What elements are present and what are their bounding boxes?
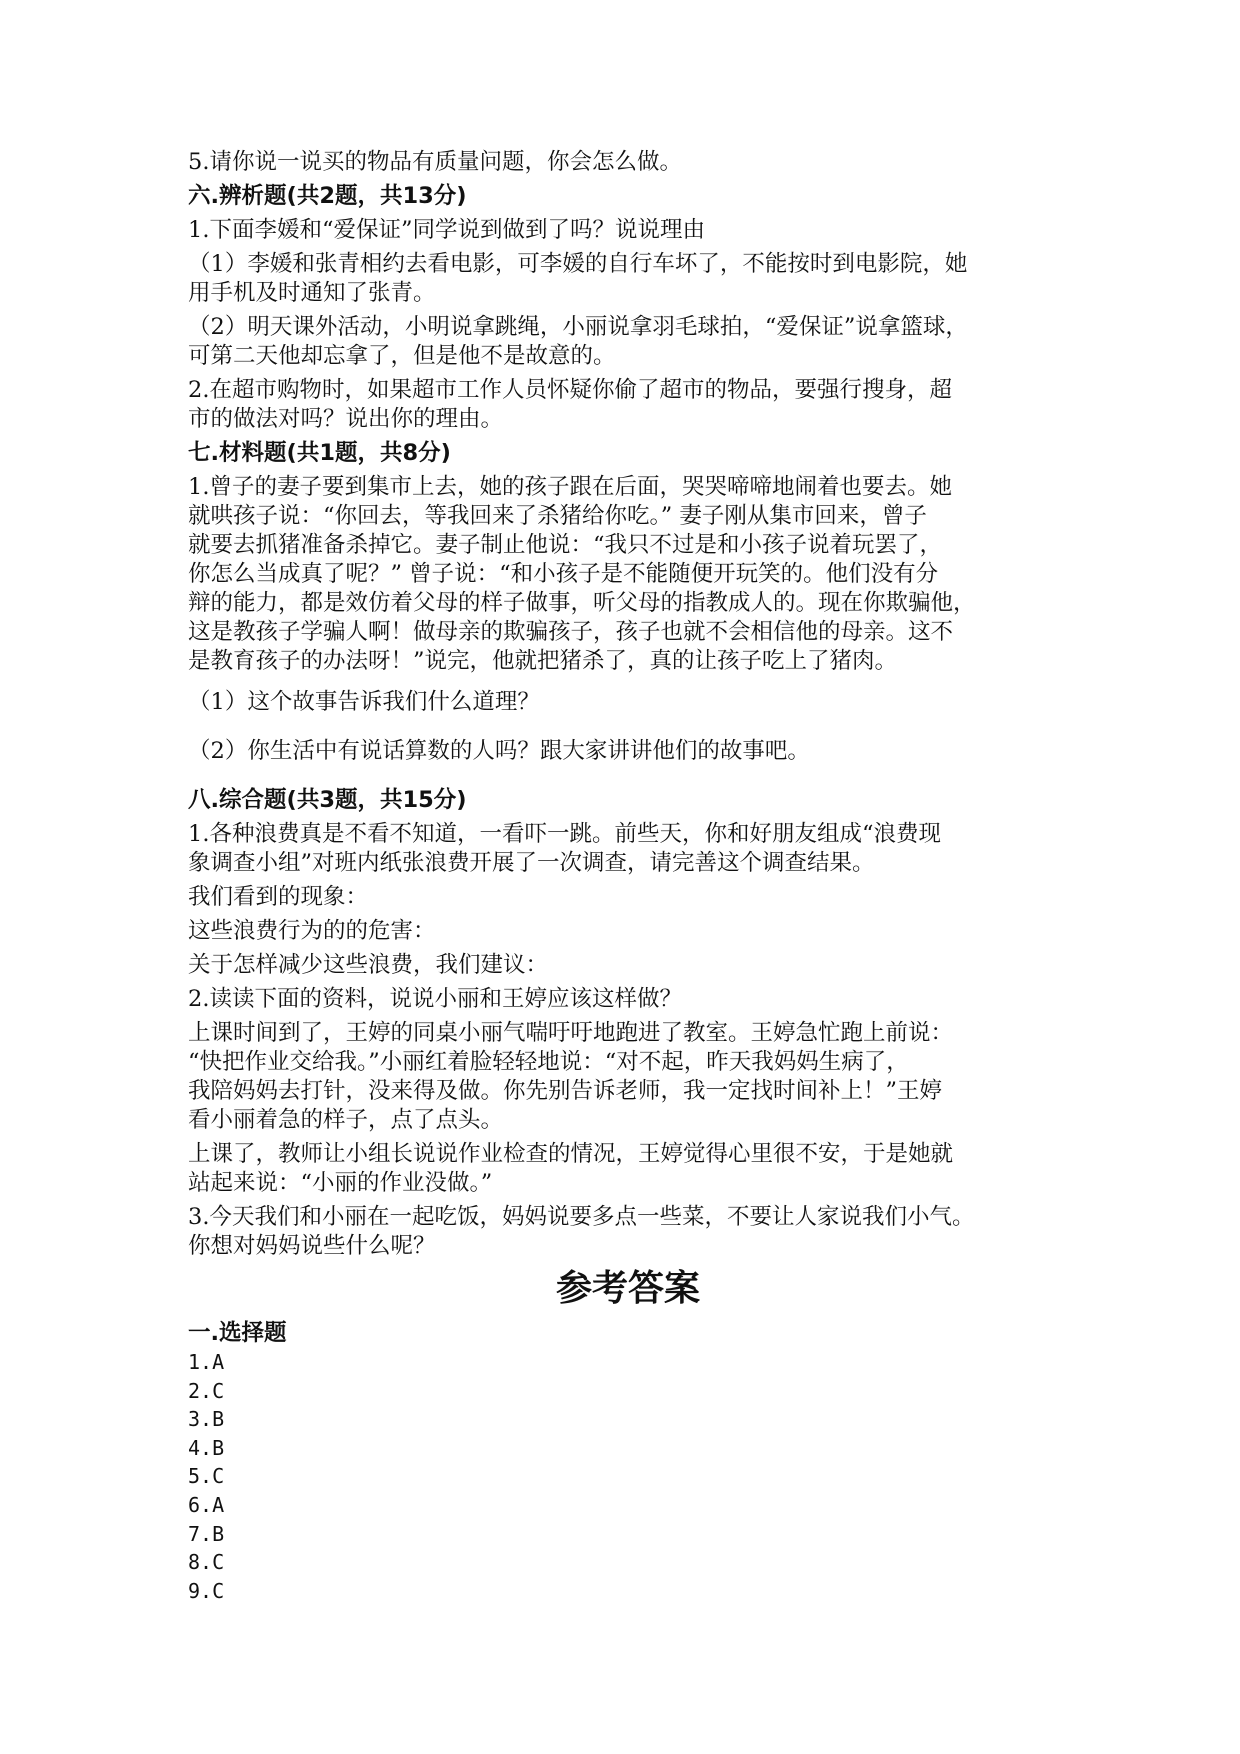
sec8-question-2: 2.读读下面的资料，说说小丽和王婷应该这样做？ <box>188 986 682 1012</box>
sec6-question-1: 1.下面李媛和“爱保证”同学说到做到了吗？说说理由 <box>188 217 705 243</box>
sec7-story-line-4: 你怎么当成真了呢？” 曾子说：“和小孩子是不能随便开玩笑的。他们没有分 <box>188 561 939 587</box>
sec8-q2-para-1-line-3: 我陪妈妈去打针，没来得及做。你先别告诉老师，我一定找时间补上！”王婷 <box>188 1078 943 1104</box>
sec7-sub-question-1: （1）这个故事告诉我们什么道理？ <box>188 689 540 715</box>
sec8-q2-para-1-line-2: “快把作业交给我。”小丽红着脸轻轻地说：“对不起，昨天我妈妈生病了， <box>188 1049 909 1075</box>
question-5-5: 5.请你说一说买的物品有质量问题，你会怎么做。 <box>188 149 682 175</box>
sec6-q1-item-2-line-2: 可第二天他却忘拿了，但是他不是故意的。 <box>188 343 616 369</box>
sec7-story-line-1: 1.曾子的妻子要到集市上去，她的孩子跟在后面，哭哭啼啼地闹着也要去。她 <box>188 474 952 500</box>
sec8-q2-para-1-line-1: 上课时间到了，王婷的同桌小丽气喘吁吁地跑进了教室。王婷急忙跑上前说： <box>188 1020 954 1046</box>
sec7-story-line-2: 就哄孩子说：“你回去，等我回来了杀猪给你吃。” 妻子刚从集市回来，曾子 <box>188 503 927 529</box>
sec8-q2-para-1-line-4: 看小丽着急的样子，点了点头。 <box>188 1107 504 1133</box>
sec8-q1-suggestion: 关于怎样减少这些浪费，我们建议： <box>188 952 549 978</box>
answers-list <box>188 1348 1068 1605</box>
sec6-question-2-line-2: 市的做法对吗？说出你的理由。 <box>188 406 504 432</box>
sec8-q2-para-2-line-2: 站起来说：“小丽的作业没做。” <box>188 1170 493 1196</box>
sec8-question-1-line-1: 1.各种浪费真是不看不知道，一看吓一跳。前些天，你和好朋友组成“浪费现 <box>188 821 941 847</box>
answer-item: 3.B <box>188 1407 225 1432</box>
sec8-q2-para-2-line-1: 上课了，教师让小组长说说作业检查的情况，王婷觉得心里很不安，于是她就 <box>188 1141 954 1167</box>
answer-item: 6.A <box>188 1492 225 1517</box>
sec8-question-1-line-2: 象调查小组”对班内纸张浪费开展了一次调查，请完善这个调查结果。 <box>188 850 875 876</box>
sec7-story-line-3: 就要去抓猪准备杀掉它。妻子制止他说：“我只不过是和小孩子说着玩罢了， <box>188 532 943 558</box>
sec8-question-3-line-1: 3.今天我们和小丽在一起吃饭，妈妈说要多点一些菜，不要让人家说我们小气。 <box>188 1204 975 1230</box>
sec6-q1-item-1-line-1: （1）李媛和张青相约去看电影，可李媛的自行车坏了，不能按时到电影院，她 <box>188 251 968 277</box>
sec7-story-line-6: 这是教孩子学骗人啊！做母亲的欺骗孩子，孩子也就不会相信他的母亲。这不 <box>188 619 954 645</box>
answer-item: 9.C <box>188 1578 225 1603</box>
sec8-q1-phenomenon: 我们看到的现象： <box>188 884 369 910</box>
answers-section-1-heading: 一.选择题 <box>188 1320 287 1346</box>
section-6-heading: 六.辨析题(共2题，共13分) <box>188 183 467 209</box>
sec6-q1-item-2-line-1: （2）明天课外活动，小明说拿跳绳，小丽说拿羽毛球拍，“爱保证”说拿篮球， <box>188 314 968 340</box>
answer-item: 8.C <box>188 1550 225 1575</box>
sec6-question-2-line-1: 2.在超市购物时，如果超市工作人员怀疑你偷了超市的物品，要强行搜身，超 <box>188 377 952 403</box>
sec7-story-line-7: 是教育孩子的办法呀！”说完，他就把猪杀了，真的让孩子吃上了猪肉。 <box>188 648 898 674</box>
sec8-question-3-line-2: 你想对妈妈说些什么呢？ <box>188 1233 436 1259</box>
answer-item: 7.B <box>188 1521 225 1546</box>
answer-item: 4.B <box>188 1435 225 1460</box>
document-content <box>188 148 1068 1605</box>
answers-title: 参考答案 <box>555 1268 700 1309</box>
sec8-q1-harm: 这些浪费行为的的危害： <box>188 918 436 944</box>
sec7-sub-question-2: （2）你生活中有说话算数的人吗？跟大家讲讲他们的故事吧。 <box>188 738 810 764</box>
answer-item: 2.C <box>188 1378 225 1403</box>
sec7-story-line-5: 辩的能力，都是效仿着父母的样子做事，听父母的指教成人的。现在你欺骗他， <box>188 590 976 616</box>
sec6-q1-item-1-line-2: 用手机及时通知了张青。 <box>188 280 436 306</box>
answer-item: 5.C <box>188 1464 225 1489</box>
section-7-heading: 七.材料题(共1题，共8分) <box>188 440 451 466</box>
answer-item: 1.A <box>188 1350 225 1374</box>
section-8-heading: 八.综合题(共3题，共15分) <box>188 787 467 813</box>
